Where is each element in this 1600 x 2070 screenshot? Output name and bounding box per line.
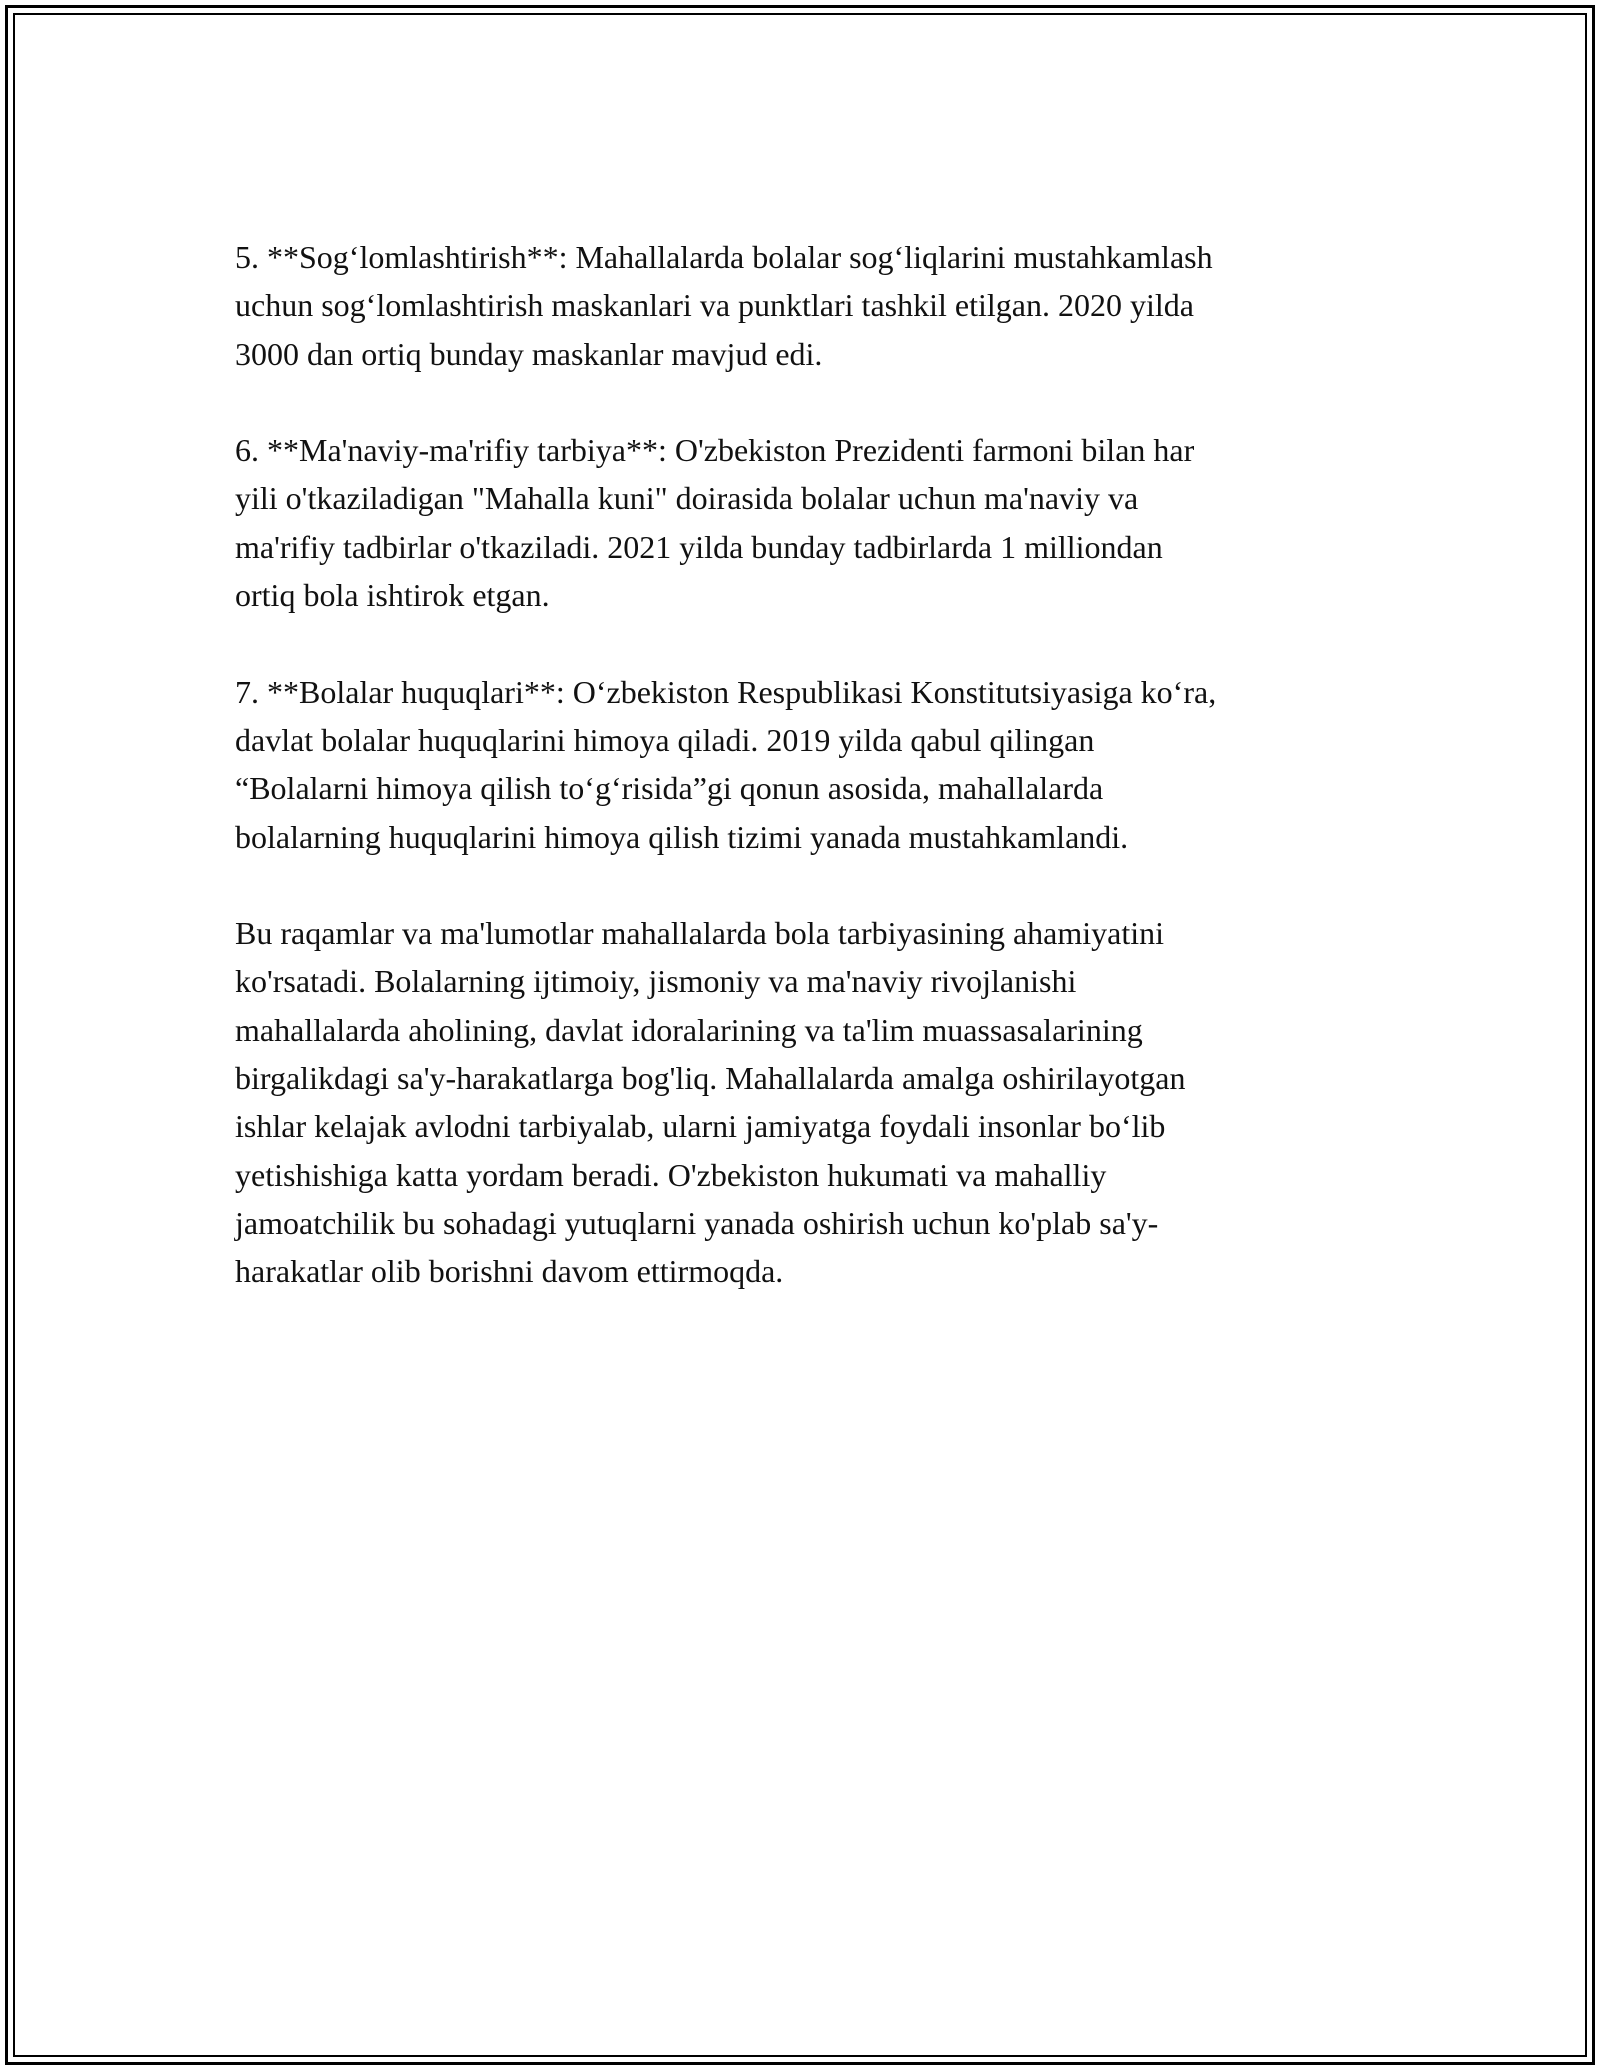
text-line: 3000 dan ortiq bunday maskanlar mavjud edi. xyxy=(235,335,823,372)
text-line: jamoatchilik bu sohadagi yutuqlarni yanada oshirish uchun ko'plab sa'y- xyxy=(235,1204,1159,1241)
text-line: 7. **Bolalar huquqlari**: O‘zbekiston Respublikasi Konstitutsiyasiga ko‘ra, xyxy=(235,673,1217,710)
paragraph-spiritual-education xyxy=(235,426,1385,619)
text-line: uchun sog‘lomlashtirish maskanlari va punktlari tashkil etilgan. 2020 yilda xyxy=(235,287,1194,324)
text-line: Bu raqamlar va ma'lumotlar mahallalarda bola tarbiyasining ahamiyatini xyxy=(235,915,1164,952)
paragraph-child-rights xyxy=(235,668,1385,861)
text-line: mahallalarda aholining, davlat idoralarining va ta'lim muassasalarining xyxy=(235,1011,1143,1048)
text-line: ishlar kelajak avlodni tarbiyalab, ularni jamiyatga foydali insonlar bo‘lib xyxy=(235,1108,1166,1145)
text-line: yetishishiga katta yordam beradi. O'zbekiston hukumati va mahalliy xyxy=(235,1156,1107,1193)
text-line: “Bolalarni himoya qilish to‘g‘risida”gi qonun asosida, mahallalarda xyxy=(235,770,1104,807)
text-line: harakatlar olib borishni davom ettirmoqda. xyxy=(235,1253,784,1290)
paragraph-conclusion xyxy=(235,909,1385,1295)
document-body xyxy=(235,233,1385,1344)
text-line: ma'rifiy tadbirlar o'tkaziladi. 2021 yilda bunday tadbirlarda 1 milliondan xyxy=(235,528,1163,565)
text-line: ortiq bola ishtirok etgan. xyxy=(235,577,550,614)
text-line: ko'rsatadi. Bolalarning ijtimoiy, jismoniy va ma'naviy rivojlanishi xyxy=(235,963,1077,1000)
text-line: birgalikdagi sa'y-harakatlarga bog'liq. Mahallalarda amalga oshirilayotgan xyxy=(235,1060,1186,1097)
text-line: 6. **Ma'naviy-ma'rifiy tarbiya**: O'zbekiston Prezidenti farmoni bilan har xyxy=(235,432,1195,469)
text-line: davlat bolalar huquqlarini himoya qiladi. 2019 yilda qabul qilingan xyxy=(235,721,1095,758)
text-line: bolalarning huquqlarini himoya qilish tizimi yanada mustahkamlandi. xyxy=(235,818,1129,855)
paragraph-health xyxy=(235,233,1385,378)
text-line: yili o'tkaziladigan "Mahalla kuni" doirasida bolalar uchun ma'naviy va xyxy=(235,480,1139,517)
text-line: 5. **Sog‘lomlashtirish**: Mahallalarda bolalar sog‘liqlarini mustahkamlash xyxy=(235,239,1213,275)
